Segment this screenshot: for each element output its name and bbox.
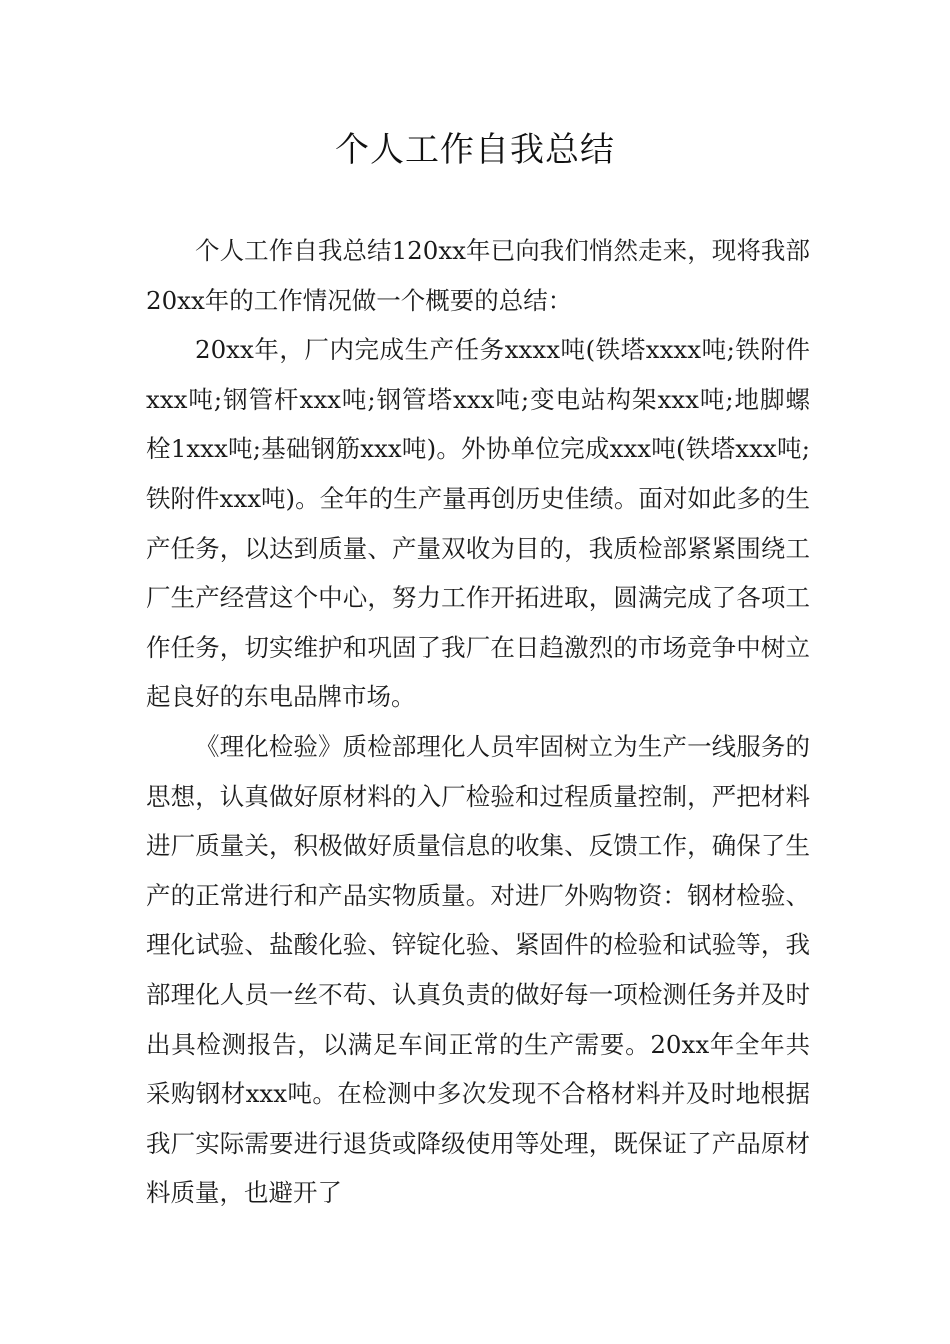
paragraph-intro: 个人工作自我总结120xx年已向我们悄然走来，现将我部20xx年的工作情况做一个概要的总结： bbox=[146, 236, 810, 315]
document-title: 个人工作自我总结 bbox=[335, 130, 615, 170]
paragraph-production: 20xx年，厂内完成生产任务xxxx吨(铁塔xxxx吨;铁附件xxx吨;钢管杆xxx吨;钢管塔xxx吨;变电站构架xxx吨;地脚螺栓1xxx吨;基础钢筋xxx吨)。外协单位完成xxx吨(铁塔xxx吨;铁附件xxx吨)。全年的生产量再创历史佳绩。面对如此多的生产任务，以达到质量、产量双收为目的，我质检部紧紧围绕工厂生产经营这个中心，努力工作开拓进取，圆满完成了各项工作任务，切实维护和巩固了我厂在日趋激烈的市场竞争中树立起良好的东电品牌市场。 bbox=[146, 335, 810, 712]
paragraph-inspection: 《理化检验》质检部理化人员牢固树立为生产一线服务的思想，认真做好原材料的入厂检验和过程质量控制，严把材料进厂质量关，积极做好质量信息的收集、反馈工作，确保了生产的正常进行和产品实物质量。对进厂外购物资：钢材检验、理化试验、盐酸化验、锌锭化验、紧固件的检验和试验等，我部理化人员一丝不苟、认真负责的做好每一项检测任务并及时出具检测报告，以满足车间正常的生产需要。20xx年全年共采购钢材xxx吨。在检测中多次发现不合格材料并及时地根据我厂实际需要进行退货或降级使用等处理，既保证了产品原材料质量，也避开了 bbox=[146, 731, 810, 1208]
document-body bbox=[146, 226, 810, 1218]
